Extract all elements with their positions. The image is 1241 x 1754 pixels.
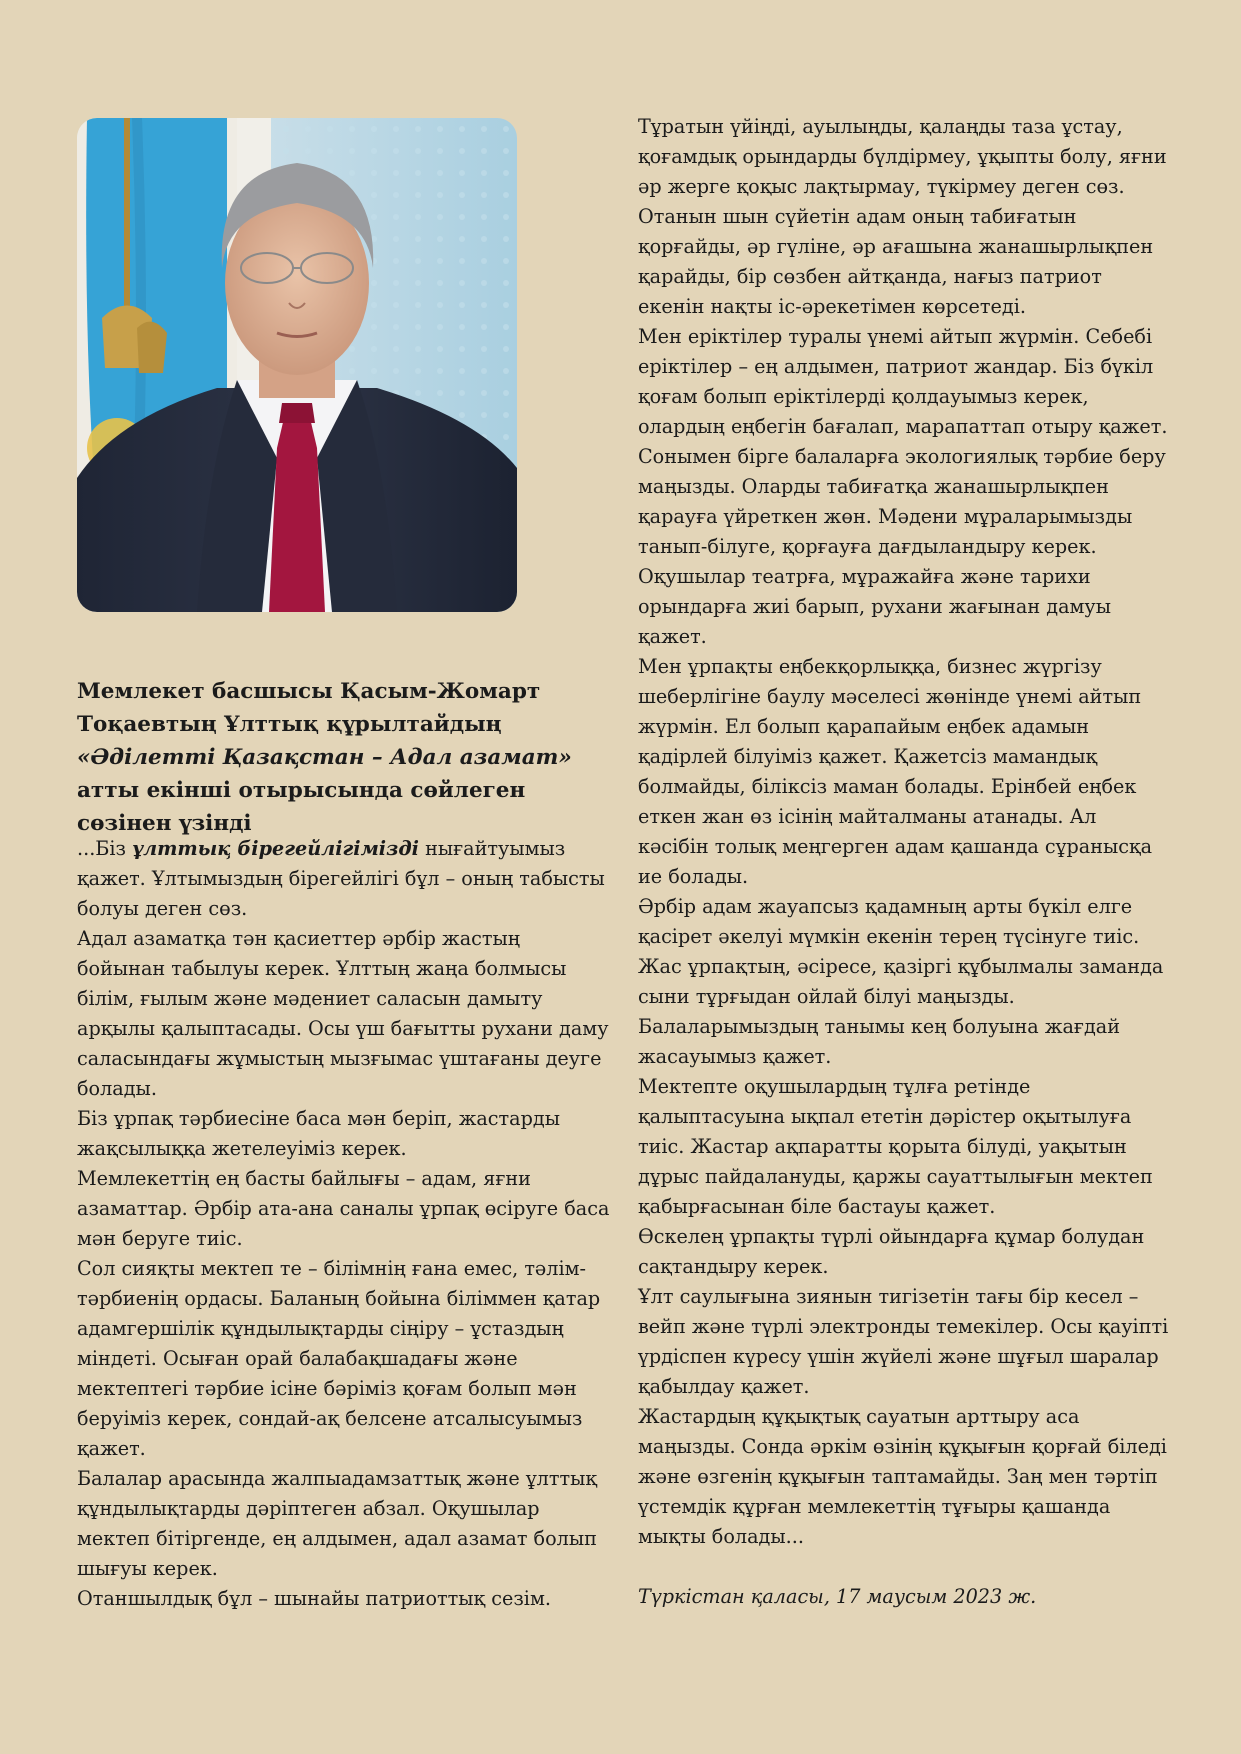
- caption-part2: атты екінші отырысында сөйлеген сөзінен үзінді: [77, 778, 526, 836]
- place-date-signoff: Түркістан қаласы, 17 маусым 2023 ж.: [638, 1585, 1037, 1608]
- paragraph: Әрбір адам жауапсыз қадамның арты бүкіл елге қасірет әкелуі мүмкін екенін терең түсінуге тиіс.: [638, 895, 1140, 948]
- paragraph: Адал азаматқа тән қасиеттер әрбір жастың бойынан табылуы керек. Ұлттың жаңа болмысы білім, ғылым және мәдениет саласын дамыту арқылы қалыптасады. Осы үш бағытты рухани даму саласындағы жұмыстың мызғымас үштағаны деуге болады.: [77, 927, 609, 1100]
- paragraph: Мен еріктілер туралы үнемі айтып жүрмін. Себебі еріктілер – ең алдымен, патриот жандар. Біз бүкіл қоғам болып еріктілерді қолдауымыз керек, олардың еңбегін бағалап, марапаттап отыру қажет.: [638, 325, 1168, 438]
- intro-paragraph: [77, 834, 612, 924]
- paragraph: Мен ұрпақты еңбекқорлыққа, бизнес жүргізу шеберлігіне баулу мәселесі жөнінде үнемі айтып жүрмін. Ел болып қарапайым еңбек адамын қадірлей білуіміз қажет. Қажетсіз мамандық болмайды, біліксіз маман болады. Ерінбей еңбек еткен жан өз ісінің майталманы атанады. Ал кәсібін толық меңгерген адам қашанда сұранысқа ие болады.: [638, 655, 1153, 888]
- paragraph: Сонымен бірге балаларға экологиялық тәрбие беру маңызды. Оларды табиғатқа жанашырлықпен қарауға үйреткен жөн. Мәдени мұраларымызды танып-білуге, қорғауға дағдыландыру керек.: [638, 445, 1166, 558]
- paragraph: Өскелең ұрпақты түрлі ойындарға құмар болудан сақтандыру керек.: [638, 1225, 1145, 1278]
- caption-quote: «Әділетті Қазақстан – Адал азамат»: [77, 745, 572, 770]
- paragraph: Біз ұрпақ тәрбиесіне баса мән беріп, жастарды жақсылыққа жетелеуіміз керек.: [77, 1107, 560, 1160]
- portrait-illustration: [77, 118, 517, 612]
- paragraph: Балаларымыздың танымы кең болуына жағдай жасауымыз қажет.: [638, 1015, 1121, 1068]
- paragraph: Мектепте оқушылардың тұлға ретінде қалыптасуына ықпал ететін дәрістер оқытылуға тиіс. Жастар ақпаратты қорыта білуді, уақытын дұрыс пайдалануды, қаржы сауаттылығын мектеп қабырғасынан біле бастауы қажет.: [638, 1075, 1153, 1218]
- paragraph: Жастардың құқықтық сауатын арттыру аса маңызды. Сонда әркім өзінің құқығын қорғай біледі және өзгенің құқығын таптамайды. Заң мен тәртіп үстемдік құрған мемлекеттің тұғыры қашанда мықты болады...: [638, 1405, 1167, 1548]
- paragraph: Мемлекеттің ең басты байлығы – адам, яғни азаматтар. Әрбір ата-ана саналы ұрпақ өсіруге баса мән беруге тиіс.: [77, 1167, 610, 1250]
- paragraph: Жас ұрпақтың, әсіресе, қазіргі құбылмалы заманда сыни тұрғыдан ойлай білуі маңызды.: [638, 955, 1164, 1008]
- paragraph: Балалар арасында жалпыадамзаттық және ұлттық құндылықтарды дәріптеген абзал. Оқушылар мектеп бітіргенде, ең алдымен, адал азамат болып шығуы керек.: [77, 1467, 597, 1580]
- caption-part1: Мемлекет басшысы Қасым-Жомарт Тоқаевтың Ұлттық құрылтайдың: [77, 679, 541, 737]
- intro-after: нығайтуымыз қажет. Ұлтымыздың бірегейлігі бұл – оның табысты болуы деген сөз.: [77, 837, 605, 920]
- intro-emphasis: ұлттық бірегейлігімізді: [132, 837, 419, 860]
- intro-before: ...Біз: [77, 837, 133, 860]
- paragraph: Отаншылдық бұл – шынайы патриоттық сезім.: [77, 1587, 551, 1610]
- paragraph: Тұратын үйіңді, ауылыңды, қалаңды таза ұстау, қоғамдық орындарды бүлдірмеу, ұқыпты болу, яғни әр жерге қоқыс лақтырмау, түкірмеу деген сөз. Отанын шын сүйетін адам оның табиғатын қорғайды, әр гүліне, әр ағашына жанашырлықпен қарайды, бір сөзбен айтқанда, нағыз патриот екенін нақты іс-әрекетімен көрсетеді.: [638, 115, 1167, 318]
- article-caption: [77, 675, 607, 840]
- portrait-photo: [77, 118, 517, 612]
- left-column: [77, 834, 612, 1614]
- right-column: [638, 112, 1173, 1612]
- paragraph: Сол сияқты мектеп те – білімнің ғана емес, тәлім-тәрбиенің ордасы. Баланың бойына біліммен қатар адамгершілік құндылықтарды сіңіру – ұстаздың міндеті. Осыған орай балабақшадағы және мектептегі тәрбие ісіне бәріміз қоғам болып мән беруіміз керек, сондай-ақ белсене атсалысуымыз қажет.: [77, 1257, 601, 1460]
- paragraph: Оқушылар театрға, мұражайға және тарихи орындарға жиі барып, рухани жағынан дамуы қажет.: [638, 565, 1111, 648]
- paragraph: Ұлт саулығына зиянын тигізетін тағы бір кесел – вейп және түрлі электронды темекілер. Осы қауіпті үрдіспен күресу үшін жүйелі және шұғыл шаралар қабылдау қажет.: [638, 1285, 1169, 1398]
